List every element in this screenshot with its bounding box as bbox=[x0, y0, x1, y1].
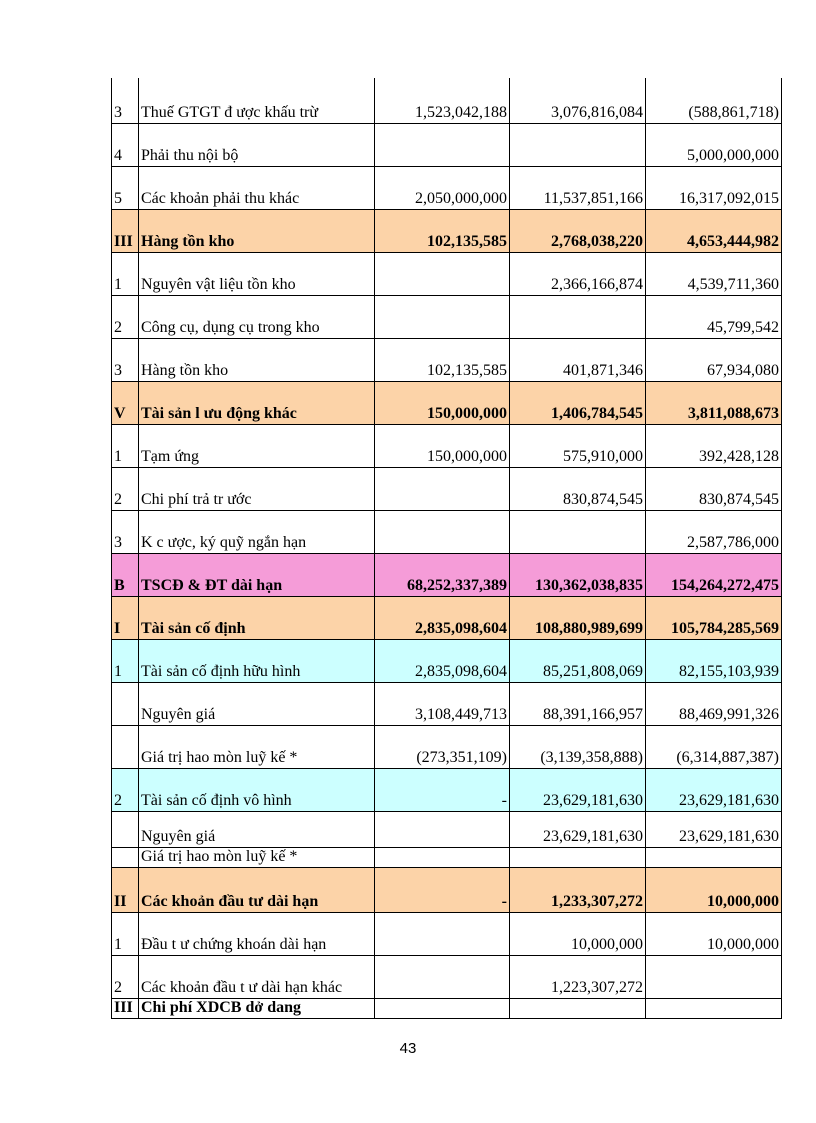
value-col-1 bbox=[375, 510, 510, 553]
value-col-3: 45,799,542 bbox=[646, 295, 782, 338]
value-col-2 bbox=[510, 510, 646, 553]
row-label: Tài sản l ưu động khác bbox=[139, 381, 375, 424]
table-row bbox=[112, 912, 782, 955]
value-col-3: 4,653,444,982 bbox=[646, 209, 782, 252]
value-col-2: 2,768,038,220 bbox=[510, 209, 646, 252]
value-col-1 bbox=[375, 847, 510, 867]
table-row bbox=[112, 510, 782, 553]
value-col-1: 3,108,449,713 bbox=[375, 682, 510, 725]
row-label: Các khoản đầu tư dài hạn bbox=[139, 867, 375, 912]
value-col-1: - bbox=[375, 867, 510, 912]
row-label: Giá trị hao mòn luỹ kế * bbox=[139, 725, 375, 768]
table-row bbox=[112, 467, 782, 510]
table-row bbox=[112, 682, 782, 725]
value-col-2: 23,629,181,630 bbox=[510, 811, 646, 847]
row-label: Thuế GTGT đ ược khấu trừ bbox=[139, 78, 375, 123]
value-col-1: 1,523,042,188 bbox=[375, 78, 510, 123]
value-col-1 bbox=[375, 912, 510, 955]
row-index: 2 bbox=[112, 955, 139, 998]
value-col-1 bbox=[375, 295, 510, 338]
value-col-3: (588,861,718) bbox=[646, 78, 782, 123]
row-label: Tạm ứng bbox=[139, 424, 375, 467]
table-row bbox=[112, 639, 782, 682]
table-row bbox=[112, 295, 782, 338]
value-col-2: 108,880,989,699 bbox=[510, 596, 646, 639]
value-col-1: - bbox=[375, 768, 510, 811]
value-col-1 bbox=[375, 998, 510, 1018]
value-col-3 bbox=[646, 998, 782, 1018]
value-col-3: 4,539,711,360 bbox=[646, 252, 782, 295]
value-col-2 bbox=[510, 998, 646, 1018]
value-col-2: 3,076,816,084 bbox=[510, 78, 646, 123]
row-label: Tài sản cố định bbox=[139, 596, 375, 639]
row-label: Nguyên giá bbox=[139, 682, 375, 725]
row-index: 2 bbox=[112, 768, 139, 811]
value-col-2: 11,537,851,166 bbox=[510, 166, 646, 209]
table-row bbox=[112, 847, 782, 867]
row-index: 2 bbox=[112, 295, 139, 338]
value-col-2: 23,629,181,630 bbox=[510, 768, 646, 811]
value-col-3 bbox=[646, 847, 782, 867]
row-index: 4 bbox=[112, 123, 139, 166]
value-col-1: 150,000,000 bbox=[375, 381, 510, 424]
value-col-3: 10,000,000 bbox=[646, 912, 782, 955]
row-index: I bbox=[112, 596, 139, 639]
value-col-3: 154,264,272,475 bbox=[646, 553, 782, 596]
value-col-1: 68,252,337,389 bbox=[375, 553, 510, 596]
table-row bbox=[112, 768, 782, 811]
value-col-3: 10,000,000 bbox=[646, 867, 782, 912]
value-col-2: (3,139,358,888) bbox=[510, 725, 646, 768]
value-col-3: 5,000,000,000 bbox=[646, 123, 782, 166]
row-label: Các khoản đầu t ư dài hạn khác bbox=[139, 955, 375, 998]
value-col-1: 102,135,585 bbox=[375, 209, 510, 252]
value-col-3: 88,469,991,326 bbox=[646, 682, 782, 725]
table-row bbox=[112, 725, 782, 768]
row-label: K c ược, ký quỹ ngắn hạn bbox=[139, 510, 375, 553]
row-label: Công cụ, dụng cụ trong kho bbox=[139, 295, 375, 338]
value-col-2 bbox=[510, 847, 646, 867]
value-col-3: 392,428,128 bbox=[646, 424, 782, 467]
table-row bbox=[112, 78, 782, 123]
value-col-1: 150,000,000 bbox=[375, 424, 510, 467]
row-index: 1 bbox=[112, 252, 139, 295]
row-label: Nguyên giá bbox=[139, 811, 375, 847]
value-col-2: 1,223,307,272 bbox=[510, 955, 646, 998]
row-index bbox=[112, 847, 139, 867]
table-row-section bbox=[112, 867, 782, 912]
table-row bbox=[112, 166, 782, 209]
value-col-3: 3,811,088,673 bbox=[646, 381, 782, 424]
table-row bbox=[112, 123, 782, 166]
row-label: Chi phí trả tr ước bbox=[139, 467, 375, 510]
value-col-3: 67,934,080 bbox=[646, 338, 782, 381]
row-index: B bbox=[112, 553, 139, 596]
value-col-3: 82,155,103,939 bbox=[646, 639, 782, 682]
row-label: Giá trị hao mòn luỹ kế * bbox=[139, 847, 375, 867]
value-col-3: 830,874,545 bbox=[646, 467, 782, 510]
value-col-1: 2,835,098,604 bbox=[375, 639, 510, 682]
row-index: 1 bbox=[112, 912, 139, 955]
row-index: 3 bbox=[112, 78, 139, 123]
value-col-1 bbox=[375, 955, 510, 998]
row-label: Hàng tồn kho bbox=[139, 209, 375, 252]
row-index: III bbox=[112, 209, 139, 252]
row-index: V bbox=[112, 381, 139, 424]
table-row bbox=[112, 955, 782, 998]
value-col-2: 1,406,784,545 bbox=[510, 381, 646, 424]
page-number: 43 bbox=[399, 1040, 417, 1057]
row-index: III bbox=[112, 998, 139, 1018]
value-col-1 bbox=[375, 811, 510, 847]
value-col-2: 88,391,166,957 bbox=[510, 682, 646, 725]
row-label: TSCĐ & ĐT dài hạn bbox=[139, 553, 375, 596]
value-col-2: 401,871,346 bbox=[510, 338, 646, 381]
table-row bbox=[112, 338, 782, 381]
value-col-1: 2,835,098,604 bbox=[375, 596, 510, 639]
value-col-2: 575,910,000 bbox=[510, 424, 646, 467]
table-row-section bbox=[112, 381, 782, 424]
row-index: II bbox=[112, 867, 139, 912]
value-col-1: (273,351,109) bbox=[375, 725, 510, 768]
table-row bbox=[112, 424, 782, 467]
table-row-section bbox=[112, 596, 782, 639]
value-col-3: (6,314,887,387) bbox=[646, 725, 782, 768]
row-label: Tài sản cố định vô hình bbox=[139, 768, 375, 811]
value-col-1: 102,135,585 bbox=[375, 338, 510, 381]
table-row-section bbox=[112, 553, 782, 596]
row-label: Chi phí XDCB dở dang bbox=[139, 998, 375, 1018]
value-col-2 bbox=[510, 123, 646, 166]
value-col-3: 23,629,181,630 bbox=[646, 811, 782, 847]
value-col-1 bbox=[375, 123, 510, 166]
row-index bbox=[112, 811, 139, 847]
table-row-section bbox=[112, 209, 782, 252]
row-index bbox=[112, 725, 139, 768]
row-index: 3 bbox=[112, 338, 139, 381]
balance-sheet-table bbox=[111, 78, 782, 1019]
row-index: 1 bbox=[112, 424, 139, 467]
row-label: Đầu t ư chứng khoán dài hạn bbox=[139, 912, 375, 955]
value-col-3: 23,629,181,630 bbox=[646, 768, 782, 811]
value-col-3: 2,587,786,000 bbox=[646, 510, 782, 553]
value-col-1: 2,050,000,000 bbox=[375, 166, 510, 209]
row-label: Tài sản cố định hữu hình bbox=[139, 639, 375, 682]
row-label: Phải thu nội bộ bbox=[139, 123, 375, 166]
value-col-2: 85,251,808,069 bbox=[510, 639, 646, 682]
value-col-3: 105,784,285,569 bbox=[646, 596, 782, 639]
value-col-3 bbox=[646, 955, 782, 998]
row-index: 5 bbox=[112, 166, 139, 209]
row-label: Hàng tồn kho bbox=[139, 338, 375, 381]
value-col-2: 130,362,038,835 bbox=[510, 553, 646, 596]
row-index: 2 bbox=[112, 467, 139, 510]
table-row bbox=[112, 998, 782, 1018]
value-col-2: 1,233,307,272 bbox=[510, 867, 646, 912]
table-row bbox=[112, 811, 782, 847]
row-label: Các khoản phải thu khác bbox=[139, 166, 375, 209]
value-col-1 bbox=[375, 467, 510, 510]
table-row bbox=[112, 252, 782, 295]
row-label: Nguyên vật liệu tồn kho bbox=[139, 252, 375, 295]
value-col-2: 830,874,545 bbox=[510, 467, 646, 510]
row-index: 3 bbox=[112, 510, 139, 553]
row-index: 1 bbox=[112, 639, 139, 682]
row-index bbox=[112, 682, 139, 725]
value-col-3: 16,317,092,015 bbox=[646, 166, 782, 209]
value-col-2: 2,366,166,874 bbox=[510, 252, 646, 295]
value-col-2 bbox=[510, 295, 646, 338]
value-col-1 bbox=[375, 252, 510, 295]
value-col-2: 10,000,000 bbox=[510, 912, 646, 955]
